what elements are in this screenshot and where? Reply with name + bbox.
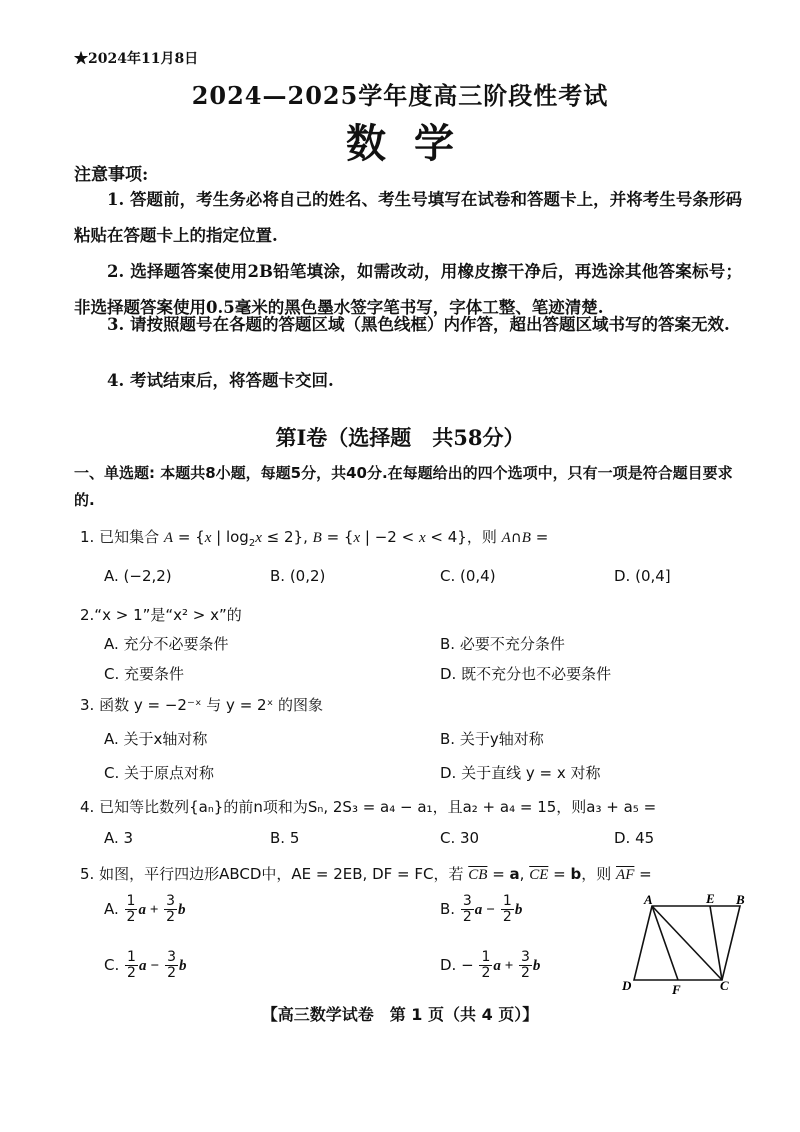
q4-option-c: C. 30 xyxy=(440,829,480,847)
q5-stem-b: ，则 xyxy=(581,865,612,883)
q5-stem-a: 5. 如图，平行四边形ABCD中，AE = 2EB, DF = FC，若 xyxy=(80,865,464,883)
label-d: D xyxy=(622,978,632,993)
q2-option-a: A. 充分不必要条件 xyxy=(104,635,229,653)
section-title: 第I卷（选择题 共58分） xyxy=(275,425,525,450)
q3-option-d: D. 关于直线 y = x 对称 xyxy=(440,764,601,782)
q2-option-b: B. 必要不充分条件 xyxy=(440,635,565,653)
question-2-stem: 2.“x > 1”是“x² > x”的 xyxy=(80,606,242,624)
q5-option-d: D. − $\frac{1}{2}$ a + $\frac{3}{2}$ b xyxy=(440,949,541,981)
exam-date: ★2024年11月8日 xyxy=(74,51,199,67)
subject-title: 数学 xyxy=(346,120,482,167)
q1-mid: ，则 xyxy=(466,528,497,546)
q1-option-c: C. (0,4) xyxy=(440,567,496,585)
notice-item-4: 4. 考试结束后，将答题卡交回. xyxy=(107,371,334,390)
label-f: F xyxy=(672,982,681,996)
question-3-stem: 3. 函数 y = −2⁻ˣ 与 y = 2ˣ 的图象 xyxy=(80,696,324,714)
label-e: E xyxy=(706,892,715,906)
notice-heading: 注意事项: xyxy=(74,165,149,185)
q4-option-a: A. 3 xyxy=(104,829,134,847)
question-1-stem: 1. 已知集合 A = {x | $\log_2x \le 2$}, B = {x | −2 < x < 4}，则 A∩B = xyxy=(80,528,549,549)
q1-option-a: A. (−2,2) xyxy=(104,567,172,585)
q3-option-b: B. 关于y轴对称 xyxy=(440,730,544,748)
q5-option-c: C. $\frac{1}{2}$ a − $\frac{3}{2}$ b xyxy=(104,949,187,981)
q1-end: = xyxy=(530,528,549,546)
segment-af xyxy=(652,906,678,980)
question-5-stem: 5. 如图，平行四边形ABCD中，AE = 2EB, DF = FC，若 $\overline{CB} = a$, $\overline{CE} = b$，则 $\overline{AF}$ = xyxy=(80,865,652,883)
q2-option-d: D. 既不充分也不必要条件 xyxy=(440,665,612,683)
label-b: B xyxy=(736,892,745,907)
notice-item-3: 3. 请按照题号在各题的答题区域（黑色线框）内作答，超出答题区域书写的答案无效. xyxy=(107,315,730,334)
exam-title: 2024—2025学年度高三阶段性考试 xyxy=(191,81,609,110)
q1-option-d: D. (0,4] xyxy=(614,567,671,585)
q1-option-b: B. (0,2) xyxy=(270,567,326,585)
label-c: C xyxy=(720,978,729,993)
notice-item-2: 2. 选择题答案使用2B铅笔填涂，如需改动，用橡皮擦干净后，再选涂其他答案标号；非选择题答案使用0.5毫米的黑色墨水签字笔书写，字体工整、笔迹清楚. xyxy=(74,262,742,317)
q1-prefix: 1. 已知集合 xyxy=(80,528,160,546)
q5-option-b: B. $\frac{3}{2}$ a − $\frac{1}{2}$ b xyxy=(440,893,523,925)
q5-option-a: A. $\frac{1}{2}$ a + $\frac{3}{2}$ b xyxy=(104,893,186,925)
q2-option-c: C. 充要条件 xyxy=(104,665,185,683)
label-a: A xyxy=(644,892,653,907)
parallelogram-figure xyxy=(614,892,764,996)
q3-option-a: A. 关于x轴对称 xyxy=(104,730,208,748)
question-4-stem: 4. 已知等比数列{aₙ}的前n项和为Sₙ, 2S₃ = a₄ − a₁，且a₂ + a₄ = 15，则a₃ + a₅ = xyxy=(80,798,657,816)
q4-option-d: D. 45 xyxy=(614,829,655,847)
page-footer: 【高三数学试卷 第 1 页（共 4 页）】 xyxy=(261,1005,539,1024)
part-heading: 一、单选题: 本题共8小题，每题5分，共40分.在每题给出的四个选项中，只有一项是符合题目要求的. xyxy=(74,464,733,509)
notice-item-1: 1. 答题前，考生务必将自己的姓名、考生号填写在试卷和答题卡上，并将考生号条形码粘贴在答题卡上的指定位置. xyxy=(74,190,742,245)
q3-option-c: C. 关于原点对称 xyxy=(104,764,215,782)
q4-option-b: B. 5 xyxy=(270,829,300,847)
